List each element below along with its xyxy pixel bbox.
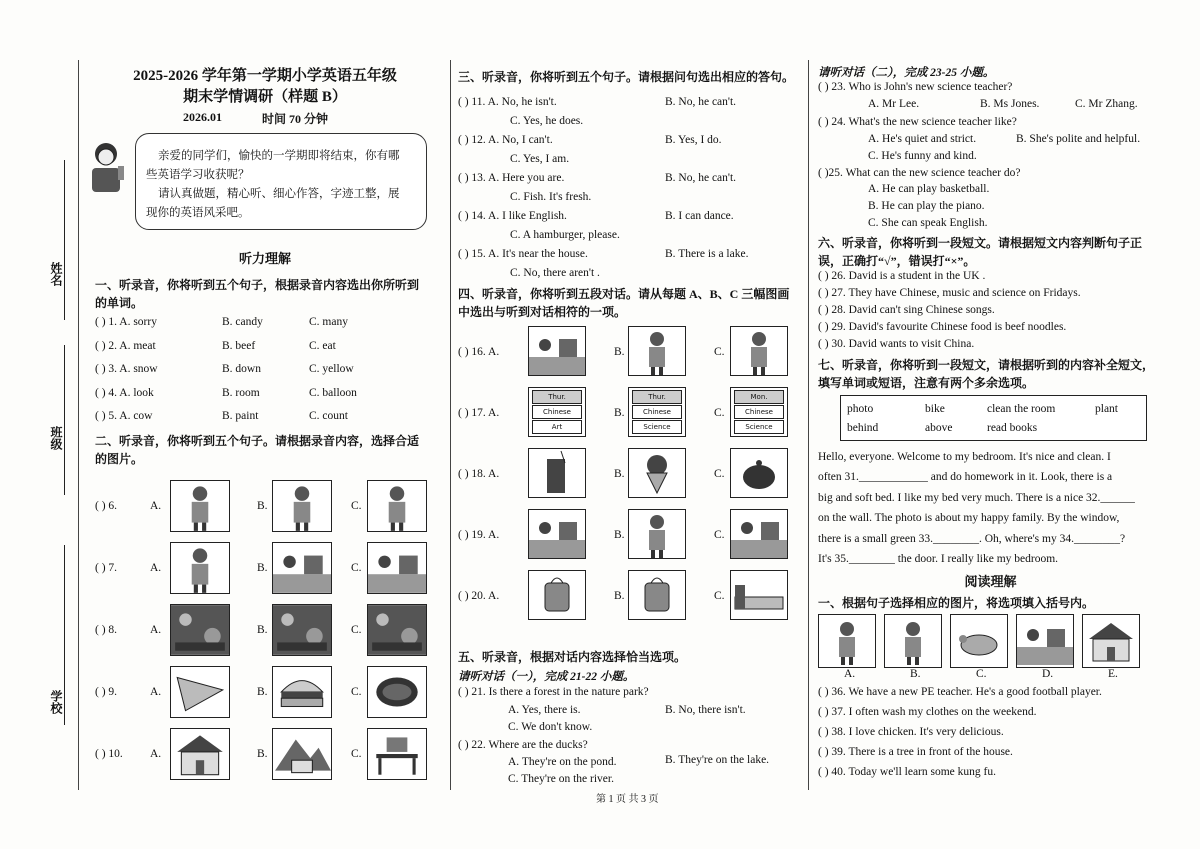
timetable-cell: Chinese (734, 405, 784, 419)
word-bank-option: above (925, 422, 953, 434)
passage-line: Hello, everyone. Welcome to my bedroom. It's nice and clean. I (818, 451, 1111, 463)
class-label: 班级 (49, 426, 63, 450)
q24-option-c: C. He's funny and kind. (868, 150, 977, 162)
picture-b (272, 666, 332, 718)
label-c: C. (351, 562, 362, 574)
reading-item: ( ) 36. We have a new PE teacher. He's a good football player. (818, 686, 1102, 698)
q23-text: ( ) 23. Who is John's new science teacher? (818, 81, 1013, 93)
q21-option-b: B. No, there isn't. (665, 704, 746, 716)
q22-option-b: B. They're on the lake. (665, 754, 770, 766)
timetable-cell: Science (632, 420, 682, 434)
label-c: C. (351, 748, 362, 760)
picture-a (170, 542, 230, 594)
reading-picture-label: C. (976, 668, 987, 680)
option-b: B. No, he can't. (665, 96, 737, 108)
q-word-choice: ( ) 5. A. cow (95, 410, 153, 422)
passage-line: often 31.____________ and do homework in it. Look, there is a (818, 471, 1113, 484)
q24-option-b: B. She's polite and helpful. (1016, 133, 1141, 145)
q23-option-b: B. Ms Jones. (980, 98, 1040, 110)
listening-section-title: 听力理解 (238, 251, 291, 266)
picture-b (272, 480, 332, 532)
option-c: C. count (309, 410, 348, 422)
part5-heading: 五、听录音，根据对话内容选择恰当选项。 (458, 650, 687, 664)
label-b: B. (257, 562, 268, 574)
reading-picture (818, 614, 876, 668)
q23-option-c: C. Mr Zhang. (1075, 98, 1138, 110)
q25-option-c: C. She can speak English. (868, 217, 988, 229)
passage-line: there is a small green 33.________. Oh, where's my 34.________? (818, 532, 1126, 545)
option-b: B. room (222, 386, 260, 399)
label-b: B. (257, 624, 268, 636)
reading-item: ( ) 38. I love chicken. It's very delicious. (818, 726, 1004, 738)
picture-c (367, 604, 427, 656)
q-word-choice: ( ) 3. A. snow (95, 363, 158, 375)
label-b: B. (614, 529, 625, 541)
q-response-choice: ( ) 12. A. No, I can't. (458, 134, 553, 146)
label-a: A. (150, 624, 162, 636)
true-false-item: ( ) 28. David can't sing Chinese songs. (818, 304, 995, 316)
picture-c (367, 728, 427, 780)
q23-option-a: A. Mr Lee. (868, 98, 920, 110)
part2-heading: 二、听录音，你将听到五个句子。请根据录音内容，选择合适 的图片。 (95, 434, 420, 466)
picture-c (367, 542, 427, 594)
timetable-cell: Science (734, 420, 784, 434)
part3-heading: 三、听录音，你将听到五个句子。请根据问句选出相应的答句。 (458, 70, 795, 84)
word-bank-option: behind (847, 422, 879, 434)
q-response-choice: ( ) 14. A. I like English. (458, 210, 567, 222)
q22-option-a: A. They're on the pond. (508, 756, 617, 768)
picture-c (730, 509, 788, 559)
exam-title-line2: 期末学情调研（样题 B） (183, 89, 347, 105)
true-false-item: ( ) 27. They have Chinese, music and science on Fridays. (818, 287, 1081, 299)
exam-time: 时间 70 分钟 (262, 112, 329, 126)
option-c: C. A hamburger, please. (510, 229, 620, 241)
label-b: B. (614, 407, 625, 419)
part1-heading: 一、听录音，你将听到五个句子，根据录音内容选出你所听到 的单词。 (95, 278, 420, 310)
exam-date: 2026.01 (183, 110, 222, 124)
picture-a (528, 448, 586, 498)
q-response-choice: ( ) 13. A. Here you are. (458, 172, 565, 184)
reading-picture-label: E. (1108, 668, 1118, 680)
word-bank-option: read books (987, 422, 1038, 434)
q21-option-c: C. We don't know. (508, 721, 593, 733)
part5-sub2: 请听对话（二），完成 23-25 小题。 (818, 67, 995, 79)
option-b: B. I can dance. (665, 210, 734, 222)
timetable-a (528, 387, 586, 437)
q22-text: ( ) 22. Where are the ducks? (458, 739, 588, 751)
label-c: C. (351, 686, 362, 698)
exam-title-line1: 2025-2026 学年第一学期小学英语五年级 (133, 68, 397, 84)
passage-line: big and soft bed. I like my bed very much. There is a nice 32.______ (818, 491, 1135, 504)
class-line[interactable] (64, 345, 65, 495)
column-divider (808, 60, 809, 790)
q-dialogue-picture: ( ) 19. A. (458, 529, 500, 541)
picture-b (628, 509, 686, 559)
q-response-choice: ( ) 11. A. No, he isn't. (458, 96, 557, 108)
reading-section-title: 阅读理解 (964, 574, 1017, 589)
option-c: C. yellow (309, 363, 354, 375)
timetable-cell: Mon. (734, 390, 784, 404)
timetable-cell: Chinese (532, 405, 582, 419)
q-picture-choice: ( ) 8. (95, 624, 118, 636)
name-line[interactable] (64, 160, 65, 320)
option-b: B. No, he can't. (665, 172, 737, 184)
label-a: A. (150, 500, 162, 512)
label-b: B. (257, 500, 268, 512)
word-bank-option: photo (847, 403, 874, 415)
q-dialogue-picture: ( ) 17. A. (458, 407, 500, 419)
option-c: C. Fish. It's fresh. (510, 191, 592, 203)
timetable-c (730, 387, 788, 437)
reading-picture (884, 614, 942, 668)
option-b: B. down (222, 363, 261, 375)
reading-picture-label: A. (844, 668, 856, 680)
q-picture-choice: ( ) 10. (95, 748, 123, 760)
q22-option-c: C. They're on the river. (508, 773, 614, 785)
part5-sub1: 请听对话（一），完成 21-22 小题。 (458, 671, 635, 683)
q21-text: ( ) 21. Is there a forest in the nature park? (458, 686, 649, 698)
picture-a (528, 509, 586, 559)
label-b: B. (257, 686, 268, 698)
reading-picture (1016, 614, 1074, 668)
label-c: C. (714, 590, 725, 602)
q-dialogue-picture: ( ) 18. A. (458, 468, 500, 480)
q-word-choice: ( ) 4. A. look (95, 386, 154, 399)
option-c: C. No, there aren't . (510, 267, 600, 279)
option-c: C. balloon (309, 386, 357, 399)
part6-heading: 六、听录音，你将听到一段短文。请根据短文内容判断句子正 误，正确打“√”，错误打“×”。 (818, 236, 1143, 268)
school-label: 学校 (49, 690, 63, 714)
passage-line: on the wall. The photo is about my happy family. By the window, (818, 512, 1120, 525)
true-false-item: ( ) 29. David's favourite Chinese food is beef noodles. (818, 321, 1067, 333)
word-bank-option: bike (925, 403, 945, 415)
reading-picture-label: D. (1042, 668, 1054, 680)
intro-line: 请认真做题，精心听、细心作答，字迹工整，展 (158, 186, 400, 200)
picture-a (170, 604, 230, 656)
column-divider (450, 60, 451, 790)
label-c: C. (351, 624, 362, 636)
intro-speech-bubble (135, 133, 427, 230)
label-c: C. (351, 500, 362, 512)
passage-line: It's 35.________ the door. I really like my bedroom. (818, 553, 1059, 566)
timetable-cell: Art (532, 420, 582, 434)
q21-option-a: A. Yes, there is. (508, 704, 581, 716)
q-word-choice: ( ) 1. A. sorry (95, 316, 157, 328)
picture-a (170, 480, 230, 532)
picture-c (367, 480, 427, 532)
option-c: C. Yes, he does. (510, 115, 584, 127)
label-b: B. (614, 346, 625, 358)
label-b: B. (614, 590, 625, 602)
picture-b (628, 448, 686, 498)
reading-item: ( ) 39. There is a tree in front of the house. (818, 746, 1013, 758)
picture-b (272, 604, 332, 656)
part7-heading: 七、听录音，你将听到一段短文，请根据听到的内容补全短文， 填写单词或短语，注意有两个多余选项。 (818, 358, 1155, 390)
word-bank-option: plant (1095, 403, 1118, 415)
option-c: C. Yes, I am. (510, 153, 570, 165)
label-b: B. (614, 468, 625, 480)
q-dialogue-picture: ( ) 16. A. (458, 346, 500, 358)
label-c: C. (714, 346, 725, 358)
q24-option-a: A. He's quiet and strict. (868, 133, 977, 145)
intro-line: 现你的英语风采吧。 (146, 205, 250, 219)
picture-a (170, 728, 230, 780)
page-footer: 第 1 页 共 3 页 (596, 794, 659, 805)
reading-picture (950, 614, 1008, 668)
reading-item: ( ) 37. I often wash my clothes on the weekend. (818, 706, 1037, 718)
q25-option-b: B. He can play the piano. (868, 200, 985, 212)
picture-a (528, 570, 586, 620)
picture-b (628, 570, 686, 620)
picture-a (170, 666, 230, 718)
q-word-choice: ( ) 2. A. meat (95, 339, 156, 352)
word-bank-option: clean the room (987, 403, 1056, 415)
label-c: C. (714, 407, 725, 419)
option-b: B. There is a lake. (665, 248, 749, 260)
option-c: C. many (309, 316, 348, 328)
picture-b (272, 728, 332, 780)
option-b: B. beef (222, 339, 256, 352)
timetable-cell: Chinese (632, 405, 682, 419)
picture-c (367, 666, 427, 718)
option-b: B. candy (222, 316, 263, 328)
picture-b (272, 542, 332, 594)
name-label: 姓名 (49, 262, 63, 286)
reading-picture (1082, 614, 1140, 668)
label-a: A. (150, 748, 162, 760)
timetable-cell: Thur. (632, 390, 682, 404)
margin-rule (78, 60, 79, 790)
q24-text: ( ) 24. What's the new science teacher like? (818, 116, 1017, 128)
reading1-heading: 一、根据句子选择相应的图片，将选项填入括号内。 (818, 596, 1095, 610)
q-response-choice: ( ) 15. A. It's near the house. (458, 248, 588, 260)
label-a: A. (150, 686, 162, 698)
timetable-b (628, 387, 686, 437)
true-false-item: ( ) 26. David is a student in the UK . (818, 270, 986, 282)
q25-text: ( )25. What can the new science teacher do? (818, 167, 1021, 179)
picture-c (730, 570, 788, 620)
q-picture-choice: ( ) 9. (95, 686, 118, 698)
label-c: C. (714, 468, 725, 480)
reading-picture-label: B. (910, 668, 921, 680)
intro-line: 亲爱的同学们，愉快的一学期即将结束，你有哪 (158, 148, 400, 162)
picture-b (628, 326, 686, 376)
timetable-cell: Thur. (532, 390, 582, 404)
option-b: B. Yes, I do. (665, 134, 722, 146)
q-picture-choice: ( ) 6. (95, 500, 118, 512)
label-a: A. (150, 562, 162, 574)
label-b: B. (257, 748, 268, 760)
reading-item: ( ) 40. Today we'll learn some kung fu. (818, 766, 996, 778)
q-picture-choice: ( ) 7. (95, 562, 118, 574)
school-line[interactable] (64, 545, 65, 725)
q-dialogue-picture: ( ) 20. A. (458, 590, 500, 602)
part4-heading: 四、听录音，你将听到五段对话。请从每题 A、B、C 三幅图画 中选出与听到对话相符的一项。 (458, 287, 790, 319)
intro-line: 些英语学习收获呢？ (146, 167, 250, 181)
label-c: C. (714, 529, 725, 541)
picture-a (528, 326, 586, 376)
word-bank-box (840, 395, 1147, 441)
option-c: C. eat (309, 339, 336, 352)
q25-option-a: A. He can play basketball. (868, 183, 990, 195)
mascot-boy-image (84, 138, 130, 196)
true-false-item: ( ) 30. David wants to visit China. (818, 338, 975, 350)
option-b: B. paint (222, 410, 259, 422)
picture-c (730, 326, 788, 376)
picture-c (730, 448, 788, 498)
